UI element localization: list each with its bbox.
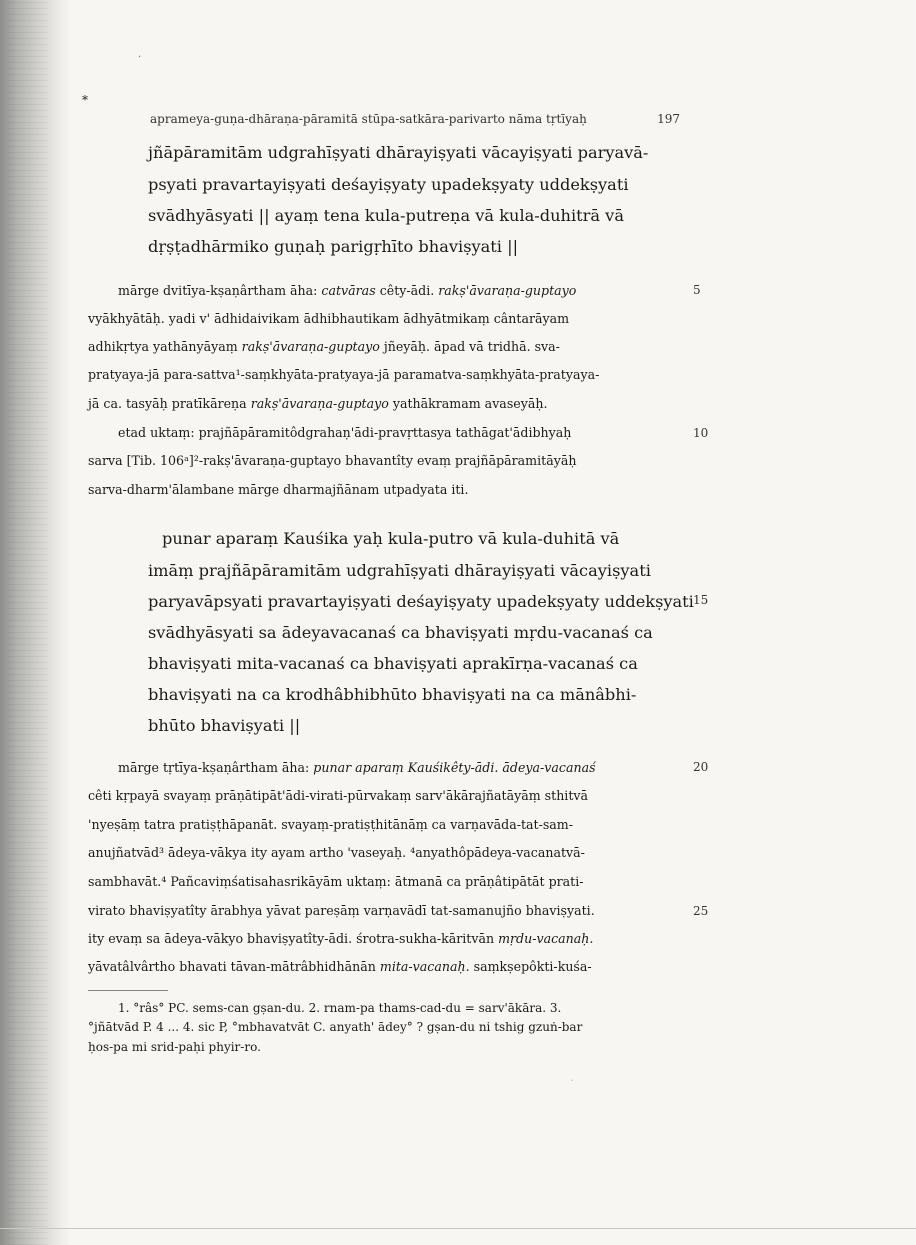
running-title: aprameya-guṇa-dhāraṇa-pāramitā stūpa-satkāra-parivarto nāma tṛtīyaḥ [150, 112, 587, 126]
verse-line: svādhyāsyati || ayaṃ tena kula-putreṇa vā kula-duhitrā vā [148, 206, 624, 225]
line-number-10: 10 [693, 426, 709, 440]
comment-text: ity evaṃ sa ādeya-vākyo bhaviṣyatîty-ādi. śrotra-sukha-kāritvān [88, 931, 495, 946]
footnote-line: 1. °râs° PC. sems-can gṣan-du. 2. rnam-pa thams-cad-du = sarv'ākāra. 3. [118, 1001, 562, 1015]
comment-line [88, 931, 593, 946]
comment-line: etad uktaṃ: prajñāpāramitôdgrahaṇ'ādi-pravṛttasya tathāgat'ādibhyaḥ [118, 425, 572, 440]
comment-line [88, 339, 560, 354]
comment-line [118, 283, 576, 298]
stray-dot-lower: · [570, 1074, 574, 1087]
comment-italic: mita-vacanaḥ. [379, 959, 470, 974]
comment-line: sarva [Tib. 106ᵃ]²-rakṣ'āvaraṇa-guptayo bhavantîty evaṃ prajñāpāramitāyāḥ [88, 453, 577, 468]
comment-line: sarva-dharm'ālambane mārge dharmajñānam utpadyata iti. [88, 482, 469, 497]
comment-line: cêti kṛpayā svayaṃ prāṇātipāt'ādi-virati-pūrvakaṃ sarv'ākārajñatāyāṃ sthitvā [88, 788, 589, 803]
comment-text: jā ca. tasyāḥ pratīkāreṇa [88, 396, 247, 411]
comment-line: sambhavāt.⁴ Pañcaviṃśatisahasrikāyām uktaṃ: ātmanā ca prāṇâtipātāt prati- [88, 874, 584, 889]
verse-line: bhaviṣyati na ca krodhâbhibhūto bhaviṣyati na ca mānâbhi- [148, 685, 637, 704]
footnote-line: °jñātvād P. 4 ... 4. sic P, °mbhavatvāt C. anyath' ādey° ? gṣan-du ni tshig gzuṅ-bar [88, 1020, 583, 1034]
verse-line: bhaviṣyati mita-vacanaś ca bhaviṣyati aprakīrṇa-vacanaś ca [148, 654, 638, 673]
line-number-25: 25 [693, 904, 709, 918]
line-number-5: 5 [693, 283, 701, 297]
comment-line: virato bhaviṣyatîty ārabhya yāvat pareṣāṃ varṇavādī tat-samanujño bhaviṣyati. [88, 903, 595, 918]
comment-italic: rakṣ'āvaraṇa-guptayo [241, 339, 380, 354]
comment-text: mārge tṛtīya-kṣaṇârtham āha: [118, 760, 310, 775]
comment-text: yāvatâlvârtho bhavati tāvan-mātrâbhidhānān [88, 959, 376, 974]
footnote-line: ḥos-pa mi srid-paḥi phyir-ro. [88, 1040, 261, 1054]
verse-line: punar aparaṃ Kauśika yaḥ kula-putro vā kula-duhitā vā [162, 529, 620, 548]
line-number-20: 20 [693, 760, 709, 774]
comment-line [88, 959, 592, 974]
corner-mark: * [82, 93, 88, 107]
comment-text: mārge dvitīya-kṣaṇârtham āha: [118, 283, 318, 298]
comment-text: yathākramam avaseyāḥ. [392, 396, 548, 411]
verse-line: imāṃ prajñāpāramitām udgrahīṣyati dhārayiṣyati vācayiṣyati [148, 561, 651, 580]
comment-italic: mṛdu-vacanaḥ. [498, 931, 594, 946]
page-bottom-edge [0, 1228, 916, 1229]
comment-italic: ādeya-vacanaś [502, 760, 596, 775]
comment-line: pratyaya-jā para-sattva¹-saṃkhyāta-pratyaya-jā paramatva-saṃkhyāta-pratyaya- [88, 367, 600, 382]
comment-italic: rakṣ'āvaraṇa-guptayo [438, 283, 577, 298]
comment-line [118, 760, 596, 775]
verse-line: bhūto bhaviṣyati || [148, 716, 301, 735]
comment-italic: catvāras [321, 283, 376, 298]
verse-line: jñāpāramitām udgrahīṣyati dhārayiṣyati vācayiṣyati paryavā- [148, 143, 649, 162]
comment-line [88, 396, 547, 411]
verse-line: dṛṣṭadhārmiko guṇaḥ parigṛhīto bhaviṣyati || [148, 237, 519, 256]
verse-line: psyati pravartayiṣyati deśayiṣyaty upadekṣyaty uddekṣyati [148, 175, 629, 194]
comment-line: anujñatvād³ ādeya-vākya ity ayam artho 'vaseyaḥ. ⁴anyathôpādeya-vacanatvā- [88, 845, 585, 860]
footnote-rule [88, 990, 168, 991]
stray-dot: · [138, 52, 142, 63]
comment-text: adhikṛtya yathānyāyaṃ [88, 339, 238, 354]
page-number: 197 [657, 112, 680, 126]
spine-texture [8, 0, 48, 1245]
comment-text: jñeyāḥ. āpad vā tridhā. sva- [383, 339, 560, 354]
comment-text: saṃkṣepôkti-kuśa- [473, 959, 592, 974]
line-number-15: 15 [693, 593, 709, 607]
comment-line: vyākhyātāḥ. yadi v' ādhidaivikam ādhibhautikam ādhyātmikaṃ cântarāyam [88, 311, 570, 326]
verse-line: paryavāpsyati pravartayiṣyati deśayiṣyaty upadekṣyaty uddekṣyati [148, 592, 694, 611]
book-spine-shadow [0, 0, 72, 1245]
comment-line: 'nyeṣāṃ tatra pratiṣṭhāpanāt. svayaṃ-pratiṣṭhitānāṃ ca varṇavāda-tat-sam- [88, 817, 574, 832]
comment-italic: rakṣ'āvaraṇa-guptayo [250, 396, 389, 411]
verse-line: svādhyāsyati sa ādeyavacanaś ca bhaviṣyati mṛdu-vacanaś ca [148, 623, 653, 642]
comment-text: cêty-ādi. [379, 283, 435, 298]
comment-italic: punar aparaṃ Kauśikêty-ādi. [313, 760, 499, 775]
